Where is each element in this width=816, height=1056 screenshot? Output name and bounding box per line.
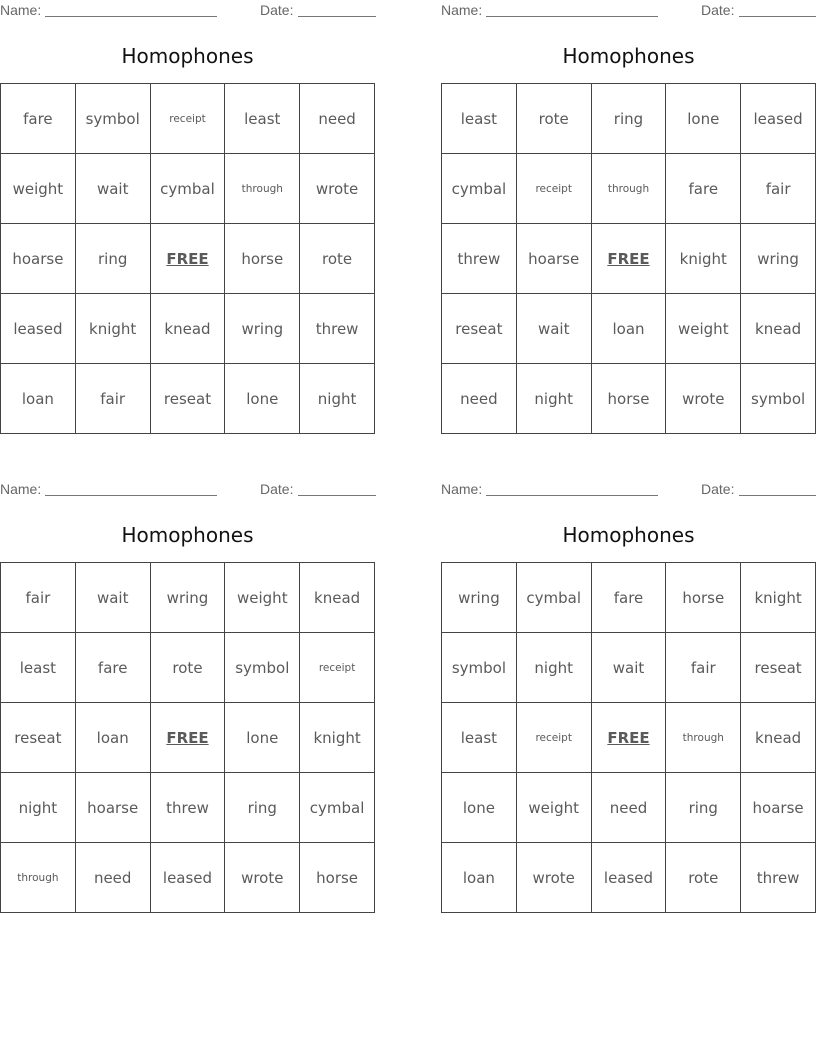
grid-cell: fare — [666, 154, 741, 224]
grid-cell: symbol — [75, 84, 150, 154]
grid-cell: wait — [591, 633, 666, 703]
grid-cell: leased — [1, 294, 76, 364]
bingo-card-3 — [0, 479, 375, 913]
grid-cell: least — [442, 703, 517, 773]
name-line — [45, 495, 217, 496]
grid-cell: knight — [741, 563, 816, 633]
card-title: Homophones — [562, 44, 695, 68]
grid-cell: need — [75, 843, 150, 913]
grid-cell: reseat — [150, 364, 225, 434]
grid-cell: wait — [75, 563, 150, 633]
grid-row — [442, 294, 816, 364]
name-label: Name: — [0, 481, 42, 497]
grid-cell: wring — [741, 224, 816, 294]
grid-cell: cymbal — [300, 773, 375, 843]
bingo-grid — [0, 83, 375, 434]
grid-cell: least — [225, 84, 300, 154]
grid-row — [442, 773, 816, 843]
grid-row — [442, 703, 816, 773]
grid-cell: night — [1, 773, 76, 843]
grid-cell: receipt — [516, 154, 591, 224]
grid-cell: fair — [75, 364, 150, 434]
grid-cell: knight — [75, 294, 150, 364]
grid-cell: symbol — [741, 364, 816, 434]
grid-cell: rote — [516, 84, 591, 154]
grid-cell: receipt — [300, 633, 375, 703]
grid-cell: weight — [516, 773, 591, 843]
grid-row — [442, 84, 816, 154]
grid-cell: threw — [300, 294, 375, 364]
grid-cell: through — [591, 154, 666, 224]
grid-cell: knight — [666, 224, 741, 294]
grid-row — [442, 224, 816, 294]
grid-row — [442, 633, 816, 703]
grid-row — [1, 294, 375, 364]
grid-cell: knead — [741, 294, 816, 364]
grid-cell: weight — [1, 154, 76, 224]
grid-cell: wrote — [225, 843, 300, 913]
grid-cell: hoarse — [75, 773, 150, 843]
grid-cell: lone — [225, 364, 300, 434]
grid-row — [442, 154, 816, 224]
grid-cell: loan — [1, 364, 76, 434]
grid-cell: fair — [1, 563, 76, 633]
grid-cell: weight — [666, 294, 741, 364]
grid-cell: leased — [741, 84, 816, 154]
grid-row — [1, 224, 375, 294]
grid-cell: receipt — [516, 703, 591, 773]
grid-cell: wrote — [516, 843, 591, 913]
grid-cell: need — [591, 773, 666, 843]
bingo-grid — [441, 83, 816, 434]
grid-cell: night — [516, 633, 591, 703]
bingo-card-4 — [441, 479, 816, 913]
grid-cell: cymbal — [150, 154, 225, 224]
grid-row — [1, 633, 375, 703]
grid-cell: reseat — [741, 633, 816, 703]
bingo-grid — [441, 562, 816, 913]
grid-cell: night — [300, 364, 375, 434]
date-line — [739, 495, 816, 496]
name-line — [486, 16, 658, 17]
date-label: Date: — [260, 481, 294, 497]
card-header — [441, 479, 816, 501]
grid-cell: horse — [591, 364, 666, 434]
grid-cell: knead — [741, 703, 816, 773]
grid-cell: loan — [75, 703, 150, 773]
grid-cell: fare — [591, 563, 666, 633]
free-space: FREE — [591, 703, 666, 773]
grid-cell: wrote — [300, 154, 375, 224]
grid-cell: least — [1, 633, 76, 703]
grid-row — [1, 84, 375, 154]
grid-row — [1, 773, 375, 843]
grid-cell: symbol — [442, 633, 517, 703]
bingo-grid — [0, 562, 375, 913]
grid-cell: threw — [741, 843, 816, 913]
grid-row — [1, 364, 375, 434]
card-header — [441, 0, 816, 22]
grid-cell: wring — [150, 563, 225, 633]
grid-row — [442, 364, 816, 434]
grid-cell: threw — [442, 224, 517, 294]
date-label: Date: — [701, 2, 735, 18]
grid-cell: wrote — [666, 364, 741, 434]
grid-cell: horse — [300, 843, 375, 913]
grid-cell: horse — [666, 563, 741, 633]
grid-cell: hoarse — [516, 224, 591, 294]
grid-cell: ring — [666, 773, 741, 843]
grid-row — [442, 843, 816, 913]
grid-cell: least — [442, 84, 517, 154]
grid-cell: cymbal — [516, 563, 591, 633]
grid-cell: wring — [442, 563, 517, 633]
grid-cell: through — [225, 154, 300, 224]
grid-cell: knead — [150, 294, 225, 364]
grid-cell: symbol — [225, 633, 300, 703]
grid-cell: leased — [150, 843, 225, 913]
grid-cell: loan — [591, 294, 666, 364]
grid-cell: rote — [150, 633, 225, 703]
grid-cell: ring — [225, 773, 300, 843]
card-title: Homophones — [121, 523, 254, 547]
date-line — [298, 495, 376, 496]
date-label: Date: — [701, 481, 735, 497]
date-line — [298, 16, 376, 17]
grid-cell: threw — [150, 773, 225, 843]
grid-cell: fair — [741, 154, 816, 224]
card-title: Homophones — [121, 44, 254, 68]
bingo-card-2 — [441, 0, 816, 434]
grid-cell: receipt — [150, 84, 225, 154]
grid-cell: knight — [300, 703, 375, 773]
grid-cell: ring — [591, 84, 666, 154]
grid-cell: loan — [442, 843, 517, 913]
grid-cell: rote — [300, 224, 375, 294]
grid-cell: fare — [75, 633, 150, 703]
grid-cell: hoarse — [1, 224, 76, 294]
grid-cell: rote — [666, 843, 741, 913]
grid-cell: lone — [666, 84, 741, 154]
date-line — [739, 16, 816, 17]
grid-cell: need — [300, 84, 375, 154]
grid-cell: reseat — [442, 294, 517, 364]
name-label: Name: — [0, 2, 42, 18]
name-line — [45, 16, 217, 17]
grid-cell: night — [516, 364, 591, 434]
grid-cell: knead — [300, 563, 375, 633]
grid-row — [1, 154, 375, 224]
card-header — [0, 479, 375, 501]
grid-cell: horse — [225, 224, 300, 294]
free-space: FREE — [150, 703, 225, 773]
grid-cell: leased — [591, 843, 666, 913]
grid-cell: weight — [225, 563, 300, 633]
name-line — [486, 495, 658, 496]
grid-cell: wring — [225, 294, 300, 364]
grid-cell: lone — [225, 703, 300, 773]
free-space: FREE — [150, 224, 225, 294]
card-title: Homophones — [562, 523, 695, 547]
grid-row — [1, 563, 375, 633]
grid-row — [1, 703, 375, 773]
grid-cell: through — [666, 703, 741, 773]
grid-cell: reseat — [1, 703, 76, 773]
grid-row — [442, 563, 816, 633]
grid-cell: cymbal — [442, 154, 517, 224]
grid-cell: ring — [75, 224, 150, 294]
free-space: FREE — [591, 224, 666, 294]
card-header — [0, 0, 375, 22]
date-label: Date: — [260, 2, 294, 18]
grid-cell: fair — [666, 633, 741, 703]
grid-cell: wait — [75, 154, 150, 224]
grid-row — [1, 843, 375, 913]
grid-cell: fare — [1, 84, 76, 154]
grid-cell: through — [1, 843, 76, 913]
grid-cell: need — [442, 364, 517, 434]
grid-cell: lone — [442, 773, 517, 843]
bingo-card-1 — [0, 0, 375, 434]
name-label: Name: — [441, 2, 483, 18]
name-label: Name: — [441, 481, 483, 497]
grid-cell: wait — [516, 294, 591, 364]
grid-cell: hoarse — [741, 773, 816, 843]
